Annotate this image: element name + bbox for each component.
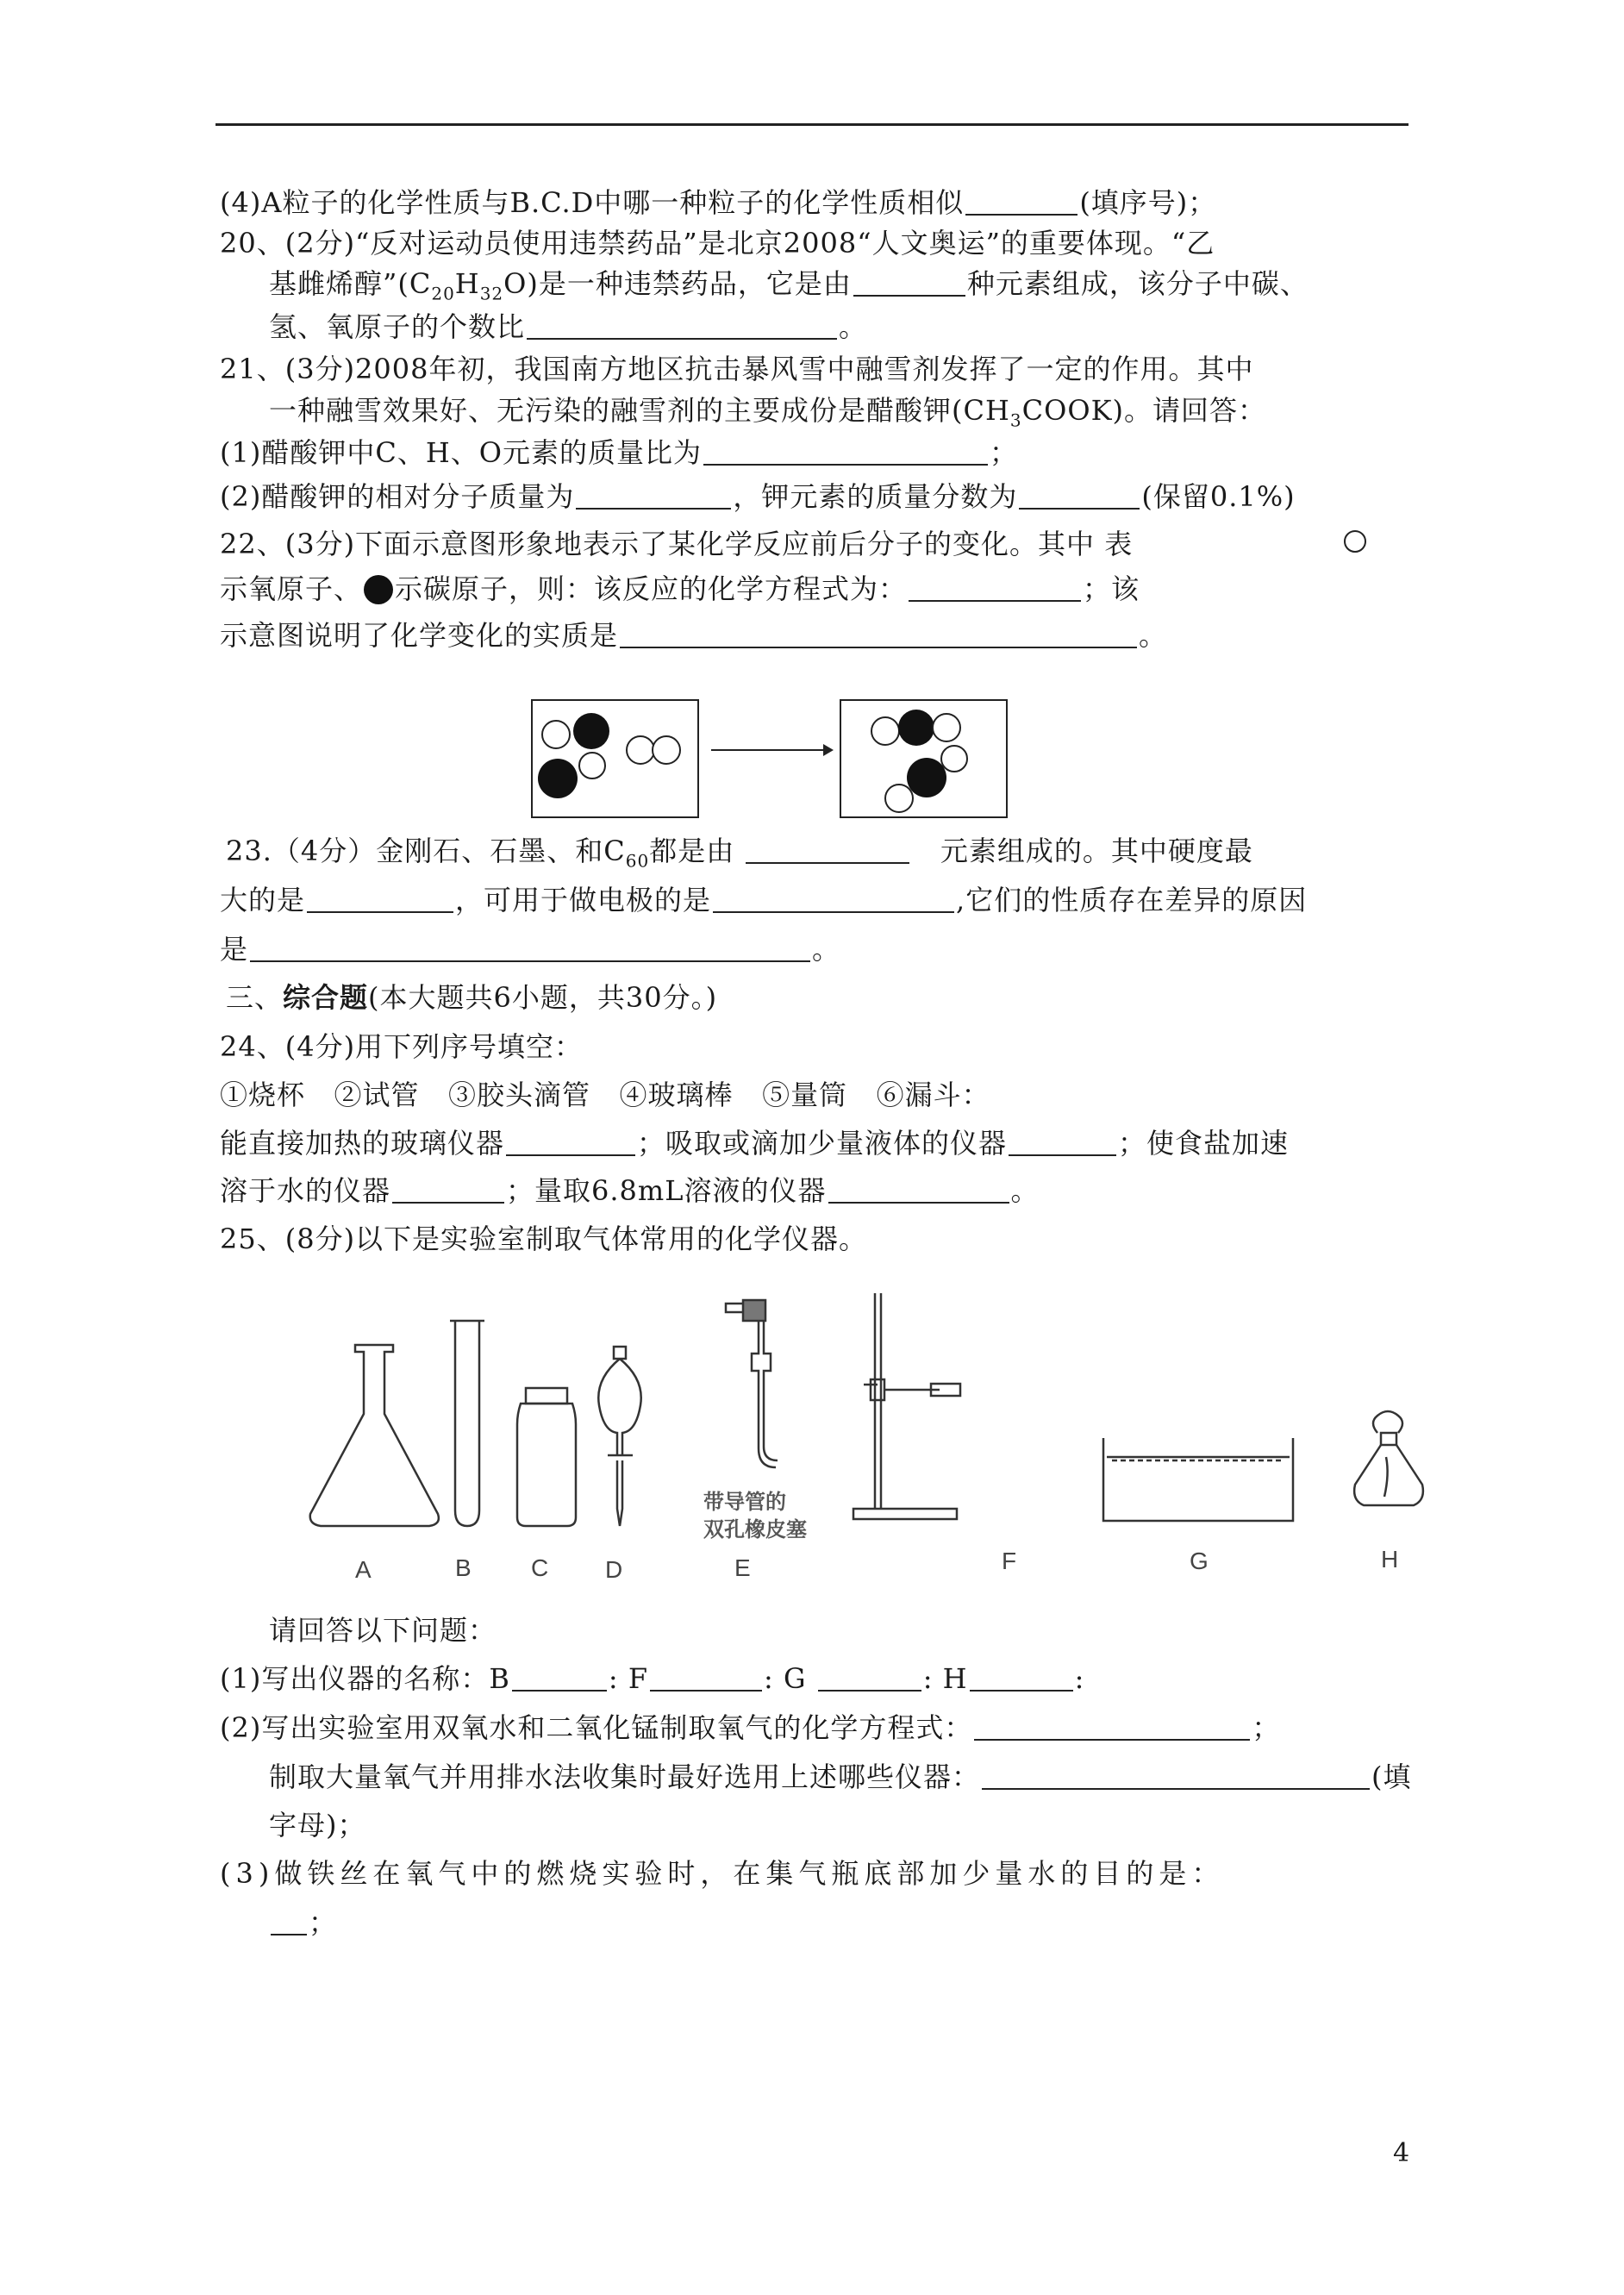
q21-line2: 一种融雪效果好、无污染的融雪剂的主要成份是醋酸钾$(CH_3COOK)$。请回答：: [269, 394, 1266, 431]
q24-options: ①烧杯 ②试管 ③胶头滴管 ④玻璃棒 ⑤量筒 ⑥漏斗：: [220, 1079, 990, 1111]
answer-blank[interactable]: [853, 269, 965, 297]
q25-part2b: 制取大量氧气并用排水法收集时最好选用上述哪些仪器： (填: [269, 1760, 1412, 1793]
answer-blank[interactable]: [512, 1664, 607, 1692]
answer-blank[interactable]: [965, 188, 1077, 216]
gas-jar-icon: [517, 1388, 576, 1526]
iron-stand-icon: [853, 1293, 960, 1519]
q25-part3: (3)做铁丝在氧气中的燃烧实验时，在集气瓶底部加少量水的目的是：: [220, 1857, 1225, 1890]
q25-part1: (1)写出仪器的名称：B : F : G : H :: [220, 1662, 1085, 1695]
reaction-diagram: [530, 698, 1013, 828]
oxygen-atom: [653, 736, 680, 764]
conical-flask-icon: [310, 1345, 439, 1526]
apparatus-label-A: A: [355, 1556, 372, 1583]
oxygen-atom: [627, 736, 654, 764]
q22-line2: 示氧原子、 示碳原子，则：该反应的化学方程式为： ；该: [220, 572, 1140, 605]
separating-funnel-icon: [598, 1347, 640, 1526]
apparatus-label-F: F: [1002, 1548, 1017, 1574]
section3-heading: 三、综合题(本大题共6小题，共30分。): [226, 981, 718, 1014]
q20-line3: 氢、氧原子的个数比 。: [269, 310, 868, 343]
header-rule: [215, 123, 1409, 126]
q25-prompt: 请回答以下问题：: [269, 1614, 497, 1647]
q19-part4: (4)A粒子的化学性质与B.C.D中哪一种粒子的化学性质相似 (填序号)；: [220, 186, 1217, 219]
q23-line3: 是 。: [220, 933, 841, 966]
oxygen-atom: [871, 717, 899, 745]
q23-line2: 大的是 ，可用于做电极的是 ,它们的性质存在差异的原因: [220, 884, 1308, 916]
answer-blank[interactable]: [828, 1176, 1009, 1204]
apparatus-label-D: D: [605, 1556, 623, 1583]
answer-blank[interactable]: [909, 574, 1081, 602]
oxygen-atom: [941, 746, 967, 772]
oxygen-atom-icon: [1341, 528, 1369, 555]
reaction-arrow: [711, 744, 834, 756]
page-number: 4: [1393, 2138, 1410, 2168]
answer-blank[interactable]: [818, 1664, 921, 1692]
carbon-atom-icon: [362, 574, 395, 605]
answer-blank[interactable]: [271, 1908, 307, 1935]
apparatus-figure: [302, 1285, 1440, 1595]
carbon-atom: [538, 759, 578, 798]
answer-blank[interactable]: [650, 1664, 762, 1692]
q24-line4: 溶于水的仪器 ；量取6.8mL溶液的仪器 。: [220, 1174, 1040, 1207]
carbon-atom: [573, 713, 609, 749]
q22-line3: 示意图说明了化学变化的实质是 。: [220, 619, 1168, 652]
answer-blank[interactable]: [1009, 1129, 1116, 1156]
q23-line1: 23.（4分）金刚石、石墨、和$C_{60}$都是由 元素组成的。其中硬度最: [226, 835, 1253, 872]
apparatus-label-B: B: [455, 1554, 472, 1581]
trough-icon: [1103, 1438, 1293, 1521]
reactants-box: [532, 700, 698, 817]
answer-blank[interactable]: [974, 1713, 1250, 1741]
oxygen-atom: [579, 753, 605, 779]
apparatus-label-C: C: [531, 1554, 549, 1581]
answer-blank[interactable]: [1019, 482, 1140, 510]
answer-blank[interactable]: [527, 312, 837, 340]
q25-line1: 25、(8分)以下是实验室制取气体常用的化学仪器。: [220, 1223, 868, 1255]
answer-blank[interactable]: [746, 836, 909, 864]
answer-blank[interactable]: [506, 1129, 635, 1156]
oxygen-atom: [933, 714, 960, 741]
q25-part2a: (2)写出实验室用双氧水和二氧化锰制取氧气的化学方程式： ；: [220, 1711, 1281, 1744]
alcohol-lamp-icon: [1354, 1411, 1423, 1505]
q21-part2: (2)醋酸钾的相对分子质量为 ，钾元素的质量分数为 (保留0.1%): [220, 480, 1296, 513]
q21-line1: 21、(3分)2008年初，我国南方地区抗击暴风雪中融雪剂发挥了一定的作用。其中: [220, 353, 1254, 385]
stopper-caption-line2: 双孔橡皮塞: [703, 1517, 807, 1541]
q22-line1: 22、(3分)下面示意图形象地表示了某化学反应前后分子的变化。其中 表: [220, 528, 1134, 560]
oxygen-atom: [542, 721, 570, 748]
oxygen-atom: [885, 785, 913, 812]
q21-part1: (1)醋酸钾中C、H、O元素的质量比为 ；: [220, 436, 1018, 469]
apparatus-label-E: E: [734, 1554, 751, 1581]
answer-blank[interactable]: [250, 935, 810, 962]
answer-blank[interactable]: [982, 1762, 1370, 1790]
stopper-caption-line1: 带导管的: [703, 1490, 786, 1514]
answer-blank[interactable]: [713, 885, 954, 913]
q25-part2c: 字母)；: [269, 1809, 366, 1842]
answer-blank[interactable]: [620, 621, 1137, 648]
answer-blank[interactable]: [392, 1176, 504, 1204]
q20-line1: 20、(2分)“反对运动员使用违禁药品”是北京2008“人文奥运”的重要体现。“乙: [220, 227, 1215, 260]
q24-line1: 24、(4分)用下列序号填空：: [220, 1030, 584, 1063]
test-tube-icon: [450, 1321, 484, 1526]
rubber-stopper-tube-icon: [726, 1300, 778, 1467]
answer-blank[interactable]: [576, 482, 731, 510]
q24-line3: 能直接加热的玻璃仪器 ；吸取或滴加少量液体的仪器 ；使食盐加速: [220, 1127, 1290, 1160]
q20-line2: 基雌烯醇$”(C_{20}H_{32}O)$是一种违禁药品，它是由 种元素组成，该分子中碳、: [269, 267, 1309, 304]
answer-blank[interactable]: [307, 885, 453, 913]
apparatus-label-H: H: [1381, 1546, 1399, 1573]
carbon-atom: [907, 758, 946, 797]
carbon-atom: [898, 710, 934, 746]
answer-blank[interactable]: [703, 438, 988, 466]
apparatus-label-G: G: [1190, 1548, 1209, 1574]
products-box: [840, 700, 1007, 817]
q25-part3-answer: ；: [269, 1905, 337, 1940]
answer-blank[interactable]: [970, 1664, 1073, 1692]
